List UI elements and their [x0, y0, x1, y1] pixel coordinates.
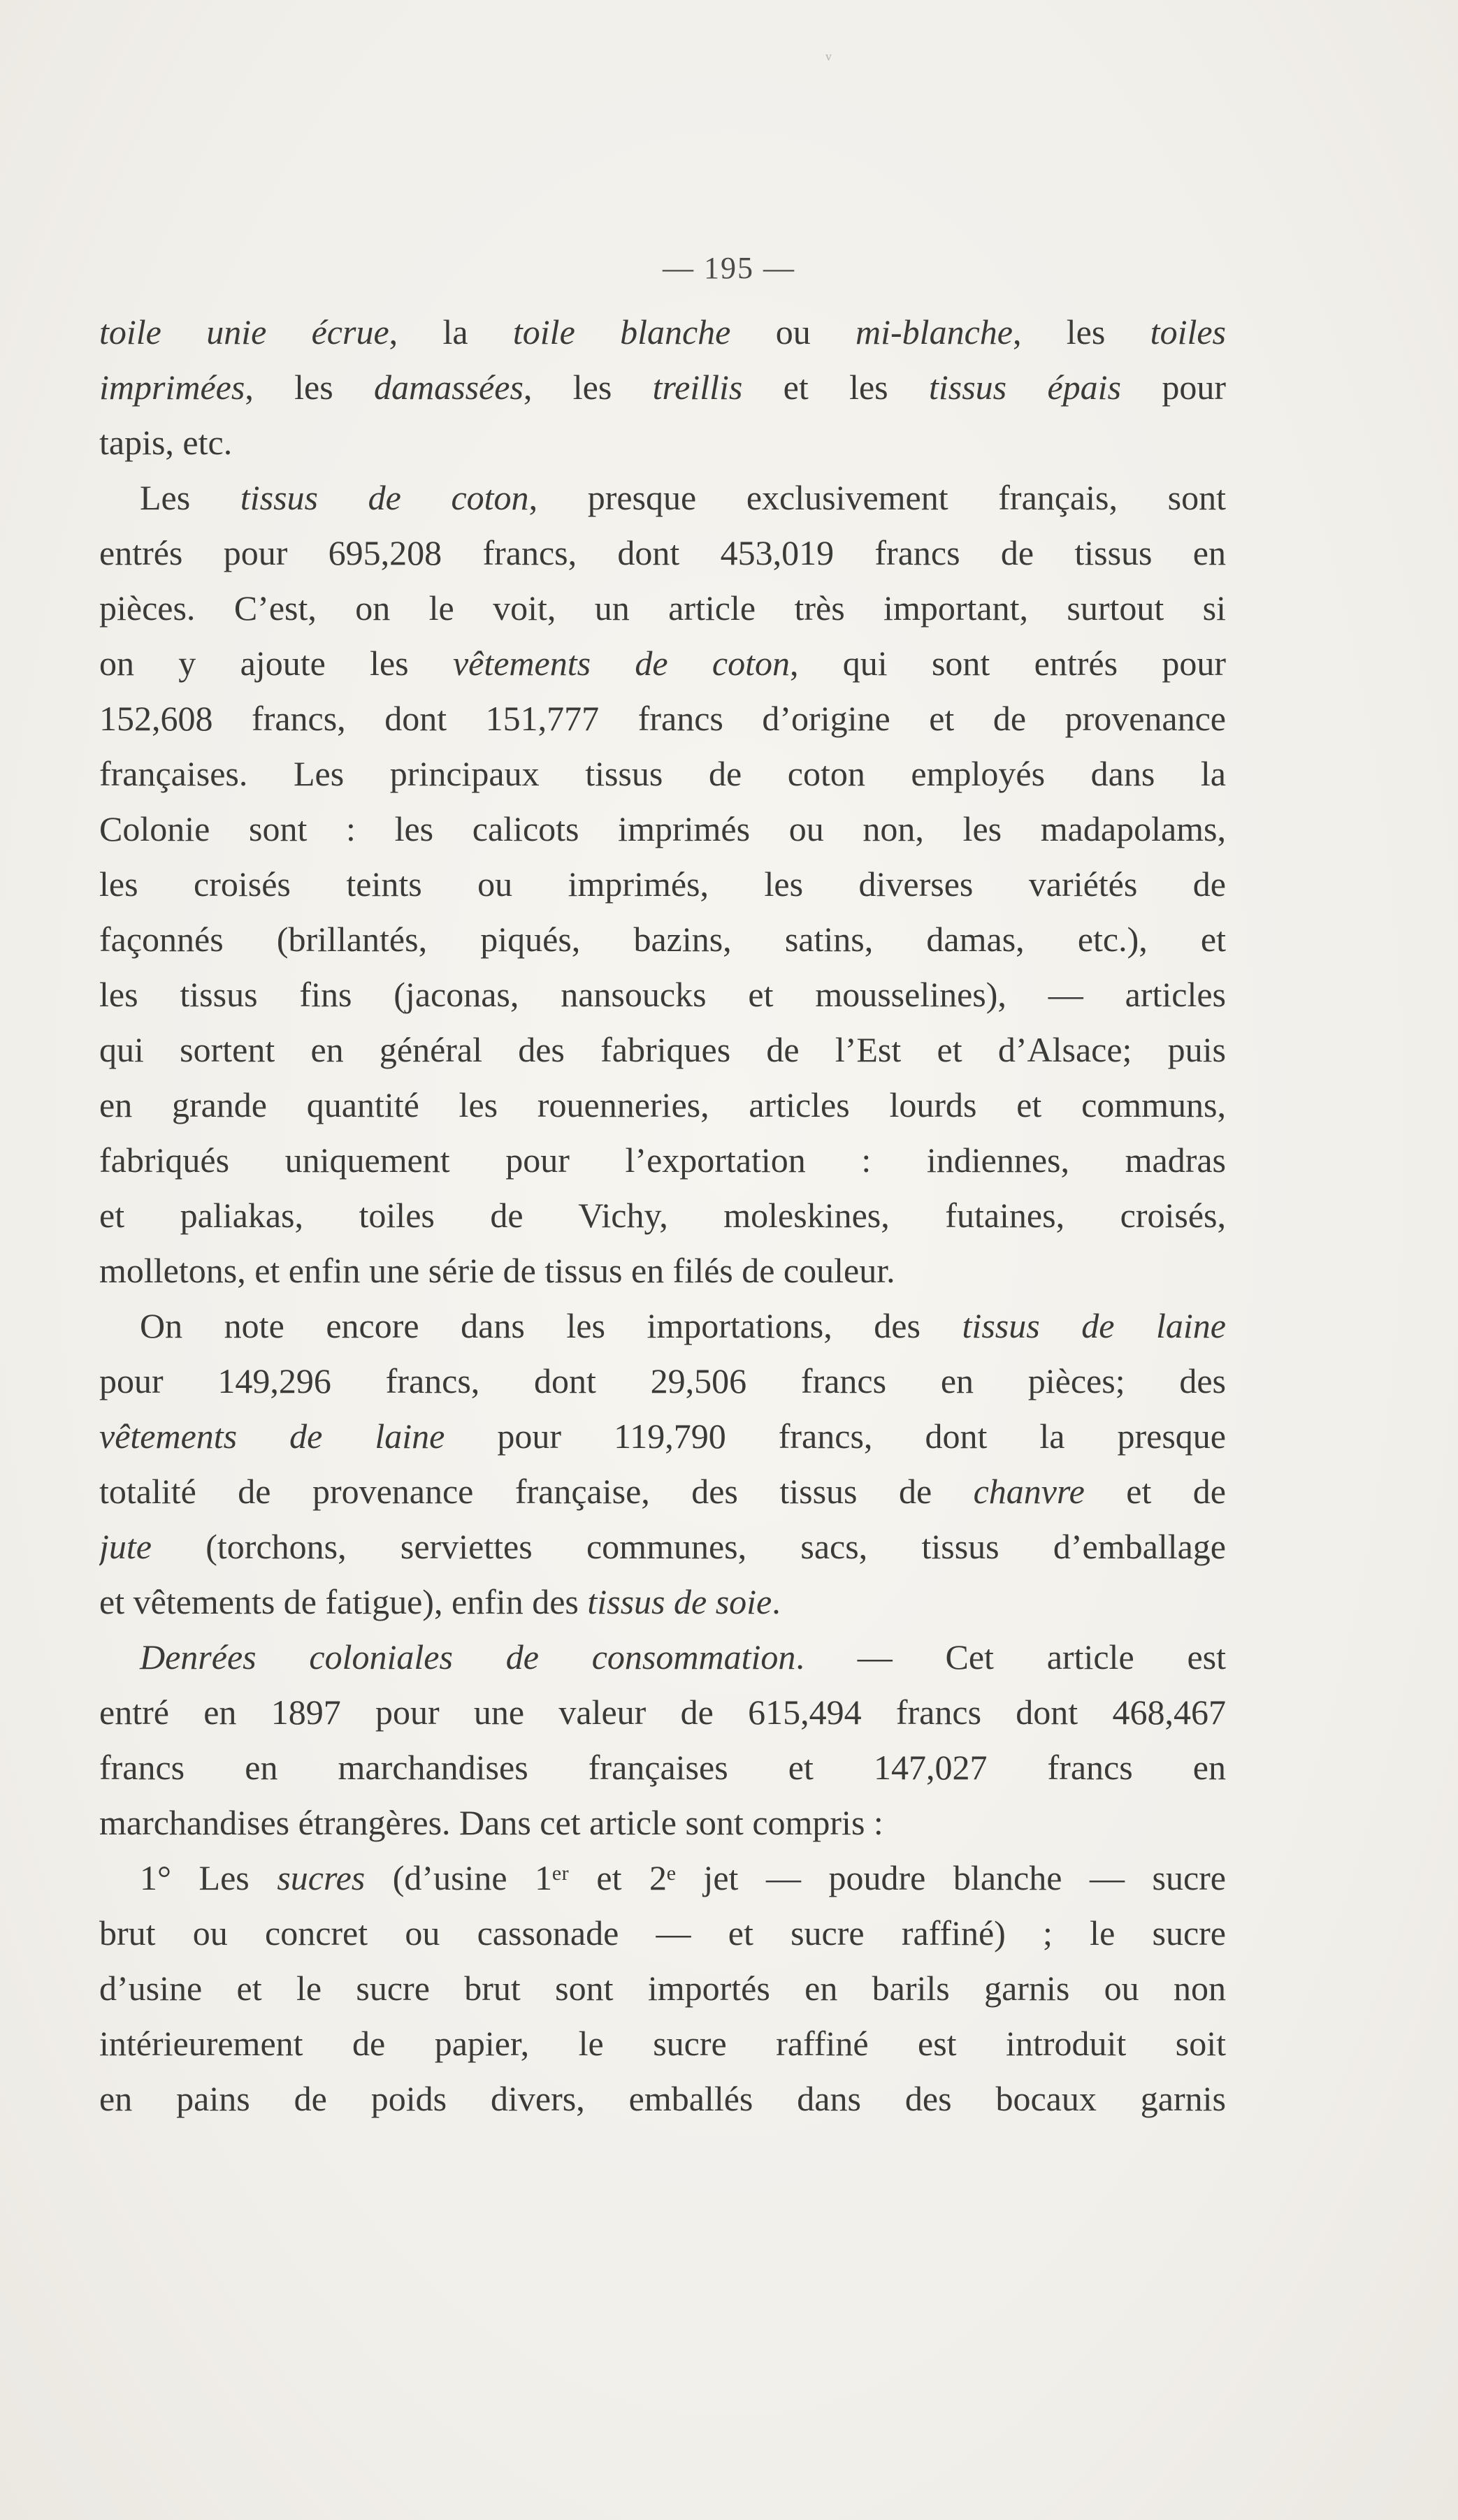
text-run: pour 149,296 francs, dont 29,506 francs en pièces; des	[99, 1361, 1226, 1400]
text-run: (torchons, serviettes communes, sacs, tissus d’emballage	[151, 1527, 1226, 1566]
text-line	[99, 305, 1226, 360]
text-line	[99, 691, 1226, 746]
text-run: molletons, et enfin une série de tissus en filés de couleur.	[99, 1251, 895, 1290]
text-run: pièces. C’est, on le voit, un article très important, surtout si	[99, 588, 1226, 628]
text-run: tapis, etc.	[99, 423, 233, 462]
italic-term: tissus de coton	[240, 478, 529, 517]
text-run: , les	[1012, 312, 1150, 352]
italic-term: toile blanche	[512, 312, 731, 352]
text-line	[99, 1354, 1226, 1409]
italic-term: toiles	[1150, 312, 1226, 352]
italic-term: tissus de laine	[962, 1306, 1226, 1345]
text-line	[99, 1685, 1226, 1740]
text-line	[99, 967, 1226, 1022]
text-line	[99, 1574, 1226, 1630]
italic-term: vêtements de laine	[99, 1417, 445, 1456]
italic-term: vêtements de coton	[452, 644, 790, 683]
text-run: et les	[742, 368, 929, 407]
text-line	[99, 1519, 1226, 1574]
text-run: et vêtements de fatigue), enfin des	[99, 1582, 588, 1621]
text-line	[99, 1078, 1226, 1133]
text-run: , presque exclusivement français, sont	[528, 478, 1226, 517]
text-run: on y ajoute les	[99, 644, 453, 683]
text-line	[99, 912, 1226, 967]
italic-term: tissus de soie	[587, 1582, 772, 1621]
text-run: ou	[730, 312, 856, 352]
text-run: , la	[389, 312, 513, 352]
text-run: (d’usine 1ᵉʳ et 2ᵉ jet — poudre blanche — sucre	[365, 1858, 1226, 1897]
page-number: — 195 —	[663, 251, 795, 285]
text-line	[99, 1740, 1226, 1795]
italic-term: damassées	[374, 368, 524, 407]
text-run: totalité de provenance française, des tissus de	[99, 1472, 974, 1511]
text-run: les croisés teints ou imprimés, les diverses variétés de	[99, 864, 1226, 904]
text-run: et paliakas, toiles de Vichy, moleskines, futaines, croisés,	[99, 1196, 1226, 1235]
text-run: entrés pour 695,208 francs, dont 453,019 francs de tissus en	[99, 533, 1226, 572]
text-line	[99, 1022, 1226, 1078]
italic-term: Denrées coloniales de consommation	[140, 1637, 796, 1677]
text-run: les tissus fins (jaconas, nansoucks et mousselines), — articles	[99, 975, 1226, 1014]
text-line	[99, 1409, 1226, 1464]
text-line	[99, 1464, 1226, 1519]
text-run: , les	[245, 368, 375, 407]
text-line	[99, 1188, 1226, 1243]
text-run: françaises. Les principaux tissus de coton employés dans la	[99, 754, 1226, 793]
text-line	[99, 360, 1226, 415]
text-line	[99, 802, 1226, 857]
text-line	[99, 1133, 1226, 1188]
text-line	[99, 1961, 1226, 2016]
italic-term: imprimées	[99, 368, 245, 407]
text-line	[99, 1630, 1226, 1685]
text-run: façonnés (brillantés, piqués, bazins, satins, damas, etc.), et	[99, 920, 1226, 959]
text-line	[99, 636, 1226, 691]
text-line	[99, 1243, 1226, 1298]
text-run: 152,608 francs, dont 151,777 francs d’origine et de provenance	[99, 699, 1226, 738]
text-line	[99, 1906, 1226, 1961]
text-run: et de	[1084, 1472, 1226, 1511]
text-run: qui sortent en général des fabriques de l’Est et d’Alsace; puis	[99, 1030, 1226, 1069]
text-line	[99, 1795, 1226, 1851]
italic-term: toile unie écrue	[99, 312, 389, 352]
text-run: 1° Les	[140, 1858, 277, 1897]
text-run: pour	[1121, 368, 1226, 407]
text-run: marchandises étrangères. Dans cet article sont compris :	[99, 1803, 883, 1842]
text-line	[99, 415, 1226, 470]
text-line	[99, 526, 1226, 581]
text-run: On note encore dans les importations, des	[140, 1306, 962, 1345]
text-line	[99, 2071, 1226, 2127]
text-run: . — Cet article est	[795, 1637, 1226, 1677]
text-run: , les	[523, 368, 653, 407]
italic-term: chanvre	[973, 1472, 1085, 1511]
text-run: d’usine et le sucre brut sont importés en barils garnis ou non	[99, 1969, 1226, 2008]
text-line	[99, 1851, 1226, 1906]
text-line	[99, 470, 1226, 526]
text-line	[99, 581, 1226, 636]
text-line	[99, 857, 1226, 912]
body-text	[99, 305, 1226, 2127]
italic-term: sucres	[277, 1858, 366, 1897]
text-run: .	[772, 1582, 781, 1621]
text-run: Colonie sont : les calicots imprimés ou non, les madapolams,	[99, 809, 1226, 848]
text-run: intérieurement de papier, le sucre raffiné est introduit soit	[99, 2024, 1226, 2063]
italic-term: tissus épais	[928, 368, 1122, 407]
text-run: francs en marchandises françaises et 147,027 francs en	[99, 1748, 1226, 1787]
text-run: en pains de poids divers, emballés dans des bocaux garnis	[99, 2079, 1226, 2118]
text-run: entré en 1897 pour une valeur de 615,494 francs dont 468,467	[99, 1693, 1226, 1732]
text-line	[99, 1298, 1226, 1354]
text-line	[99, 746, 1226, 802]
text-run: brut ou concret ou cassonade — et sucre raffiné) ; le sucre	[99, 1913, 1226, 1953]
italic-term: mi-blanche	[856, 312, 1013, 352]
italic-term: jute	[99, 1527, 152, 1566]
text-run: , qui sont entrés pour	[789, 644, 1226, 683]
text-line	[99, 2016, 1226, 2071]
italic-term: treillis	[652, 368, 743, 407]
text-run: en grande quantité les rouenneries, articles lourds et communs,	[99, 1085, 1226, 1124]
text-run: pour 119,790 francs, dont la presque	[445, 1417, 1226, 1456]
text-run: Les	[140, 478, 240, 517]
text-run: fabriqués uniquement pour l’exportation : indiennes, madras	[99, 1140, 1226, 1180]
corner-mark: ᵥ	[825, 41, 832, 64]
